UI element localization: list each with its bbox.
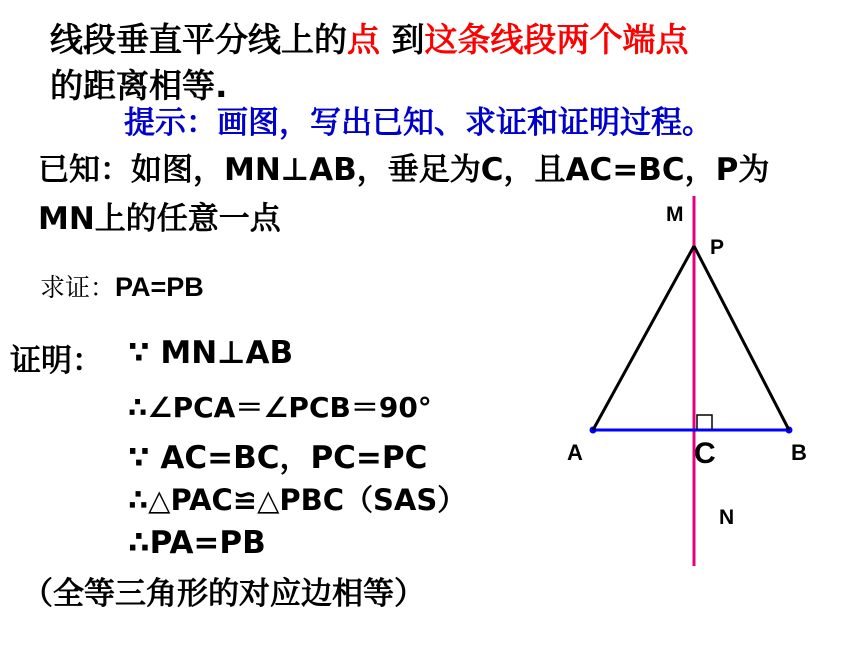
label-c: C: [694, 437, 716, 470]
proof-step-5: ∴PA=PB: [128, 525, 266, 561]
right-angle-marker: [697, 415, 712, 430]
proof-step-1: ∵ MN⊥AB: [128, 335, 294, 371]
theorem-line-2: 的距离相等.: [50, 66, 228, 105]
proof-step-4: ∴△PAC≌△PBC（SAS）: [128, 483, 467, 517]
theorem-text-point: 点: [347, 20, 380, 59]
hint-text: 提示：画图，写出已知、求证和证明过程。: [124, 105, 713, 141]
proof-label: 证明：: [10, 343, 103, 379]
proof-reason: （全等三角形的对应边相等）: [22, 576, 425, 612]
segment-pa: [593, 246, 694, 430]
proof-step-2: ∴∠PCA＝∠PCB＝90°: [128, 391, 432, 424]
label-n: N: [719, 506, 735, 529]
segment-pb: [694, 246, 789, 430]
label-p: P: [710, 236, 725, 259]
label-b: B: [791, 440, 807, 465]
theorem-text-to: 到: [380, 20, 425, 59]
prove-statement: PA=PB: [115, 272, 204, 302]
proof-step-3: ∵ AC=BC，PC=PC: [128, 440, 428, 476]
theorem-text-a: 线段垂直平分线上的: [50, 20, 347, 59]
label-a: A: [567, 440, 583, 465]
given-line-1: 已知：如图，MN⊥AB，垂足为C，且AC=BC，P为: [38, 152, 770, 188]
given-line-2: MN上的任意一点: [38, 201, 281, 237]
theorem-text-endpoints: 这条线段两个端点: [424, 20, 689, 59]
prove-label: 求证：: [40, 273, 116, 302]
label-m: M: [666, 203, 684, 226]
